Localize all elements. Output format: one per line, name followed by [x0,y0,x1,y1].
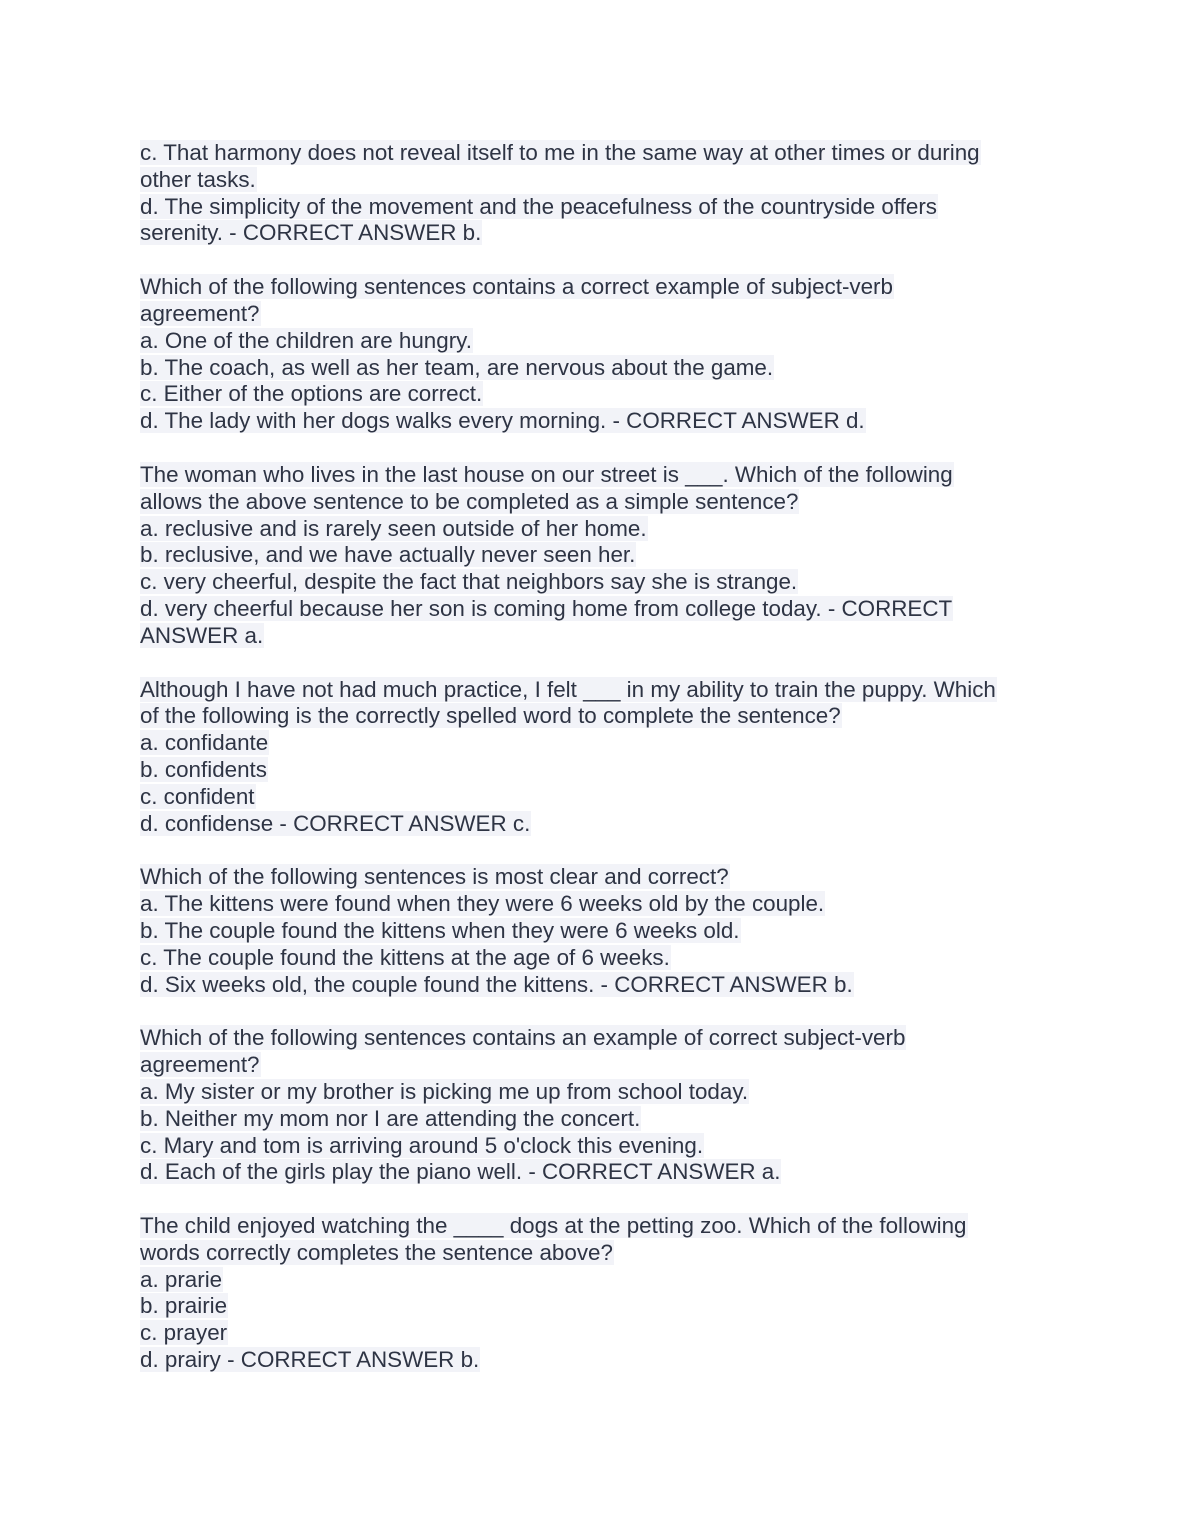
option-b: b. The coach, as well as her team, are nervous about the game. [140,354,774,380]
option-d-answer: d. Each of the girls play the piano well. - CORRECT ANSWER a. [140,1159,781,1185]
option-d-answer: d. prairy - CORRECT ANSWER b. [140,1347,480,1373]
option-a: a. My sister or my brother is picking me up from school today. [140,1078,749,1104]
option-a: a. prarie [140,1266,223,1292]
question-text: Which of the following sentences is most clear and correct? [140,864,729,890]
question-text: agreement? [140,1052,260,1078]
question-text: allows the above sentence to be completed as a simple sentence? [140,488,799,514]
option-a: a. reclusive and is rarely seen outside of her home. [140,515,647,541]
option-d-answer: d. confidense - CORRECT ANSWER c. [140,810,531,836]
question-text: Which of the following sentences contains an example of correct subject-verb [140,1025,906,1051]
question-block [140,1025,1050,1186]
option-d-answer: d. The lady with her dogs walks every morning. - CORRECT ANSWER d. [140,408,865,434]
question-text: of the following is the correctly spelled word to complete the sentence? [140,703,841,729]
option-b: b. reclusive, and we have actually never seen her. [140,542,636,568]
text-line: serenity. - CORRECT ANSWER b. [140,220,482,246]
option-c: c. confident [140,783,255,809]
option-d: d. very cheerful because her son is coming home from college today. - CORRECT [140,595,953,621]
option-b: b. prairie [140,1293,228,1319]
question-text: words correctly completes the sentence above? [140,1239,613,1265]
option-c: c. Either of the options are correct. [140,381,483,407]
option-c: c. prayer [140,1320,228,1346]
option-b: b. confidents [140,756,267,782]
question-block [140,1213,1050,1374]
option-c: c. very cheerful, despite the fact that neighbors say she is strange. [140,569,798,595]
option-d-answer: d. Six weeks old, the couple found the kittens. - CORRECT ANSWER b. [140,971,853,997]
question-text: agreement? [140,300,260,326]
text-line: c. That harmony does not reveal itself to me in the same way at other times or during [140,140,980,165]
option-c: c. The couple found the kittens at the age of 6 weeks. [140,944,670,970]
document-page [140,140,1050,1401]
question-block [140,140,1050,247]
question-text: The child enjoyed watching the ____ dogs at the petting zoo. Which of the following [140,1213,967,1239]
question-text: The woman who lives in the last house on our street is ___. Which of the following [140,461,953,487]
question-text: Although I have not had much practice, I felt ___ in my ability to train the puppy. Which [140,676,996,702]
question-text: Which of the following sentences contains a correct example of subject-verb [140,274,893,300]
option-c: c. Mary and tom is arriving around 5 o'clock this evening. [140,1132,704,1158]
option-a: a. The kittens were found when they were 6 weeks old by the couple. [140,891,825,917]
option-b: b. Neither my mom nor I are attending the concert. [140,1105,641,1131]
option-a: a. One of the children are hungry. [140,327,472,353]
correct-answer: ANSWER a. [140,622,264,648]
option-b: b. The couple found the kittens when they were 6 weeks old. [140,917,740,943]
question-block [140,864,1050,998]
question-block [140,274,1050,435]
text-line: d. The simplicity of the movement and the peacefulness of the countryside offers [140,193,937,219]
question-block [140,677,1050,838]
option-a: a. confidante [140,730,269,756]
question-block [140,462,1050,650]
text-line: other tasks. [140,166,256,192]
